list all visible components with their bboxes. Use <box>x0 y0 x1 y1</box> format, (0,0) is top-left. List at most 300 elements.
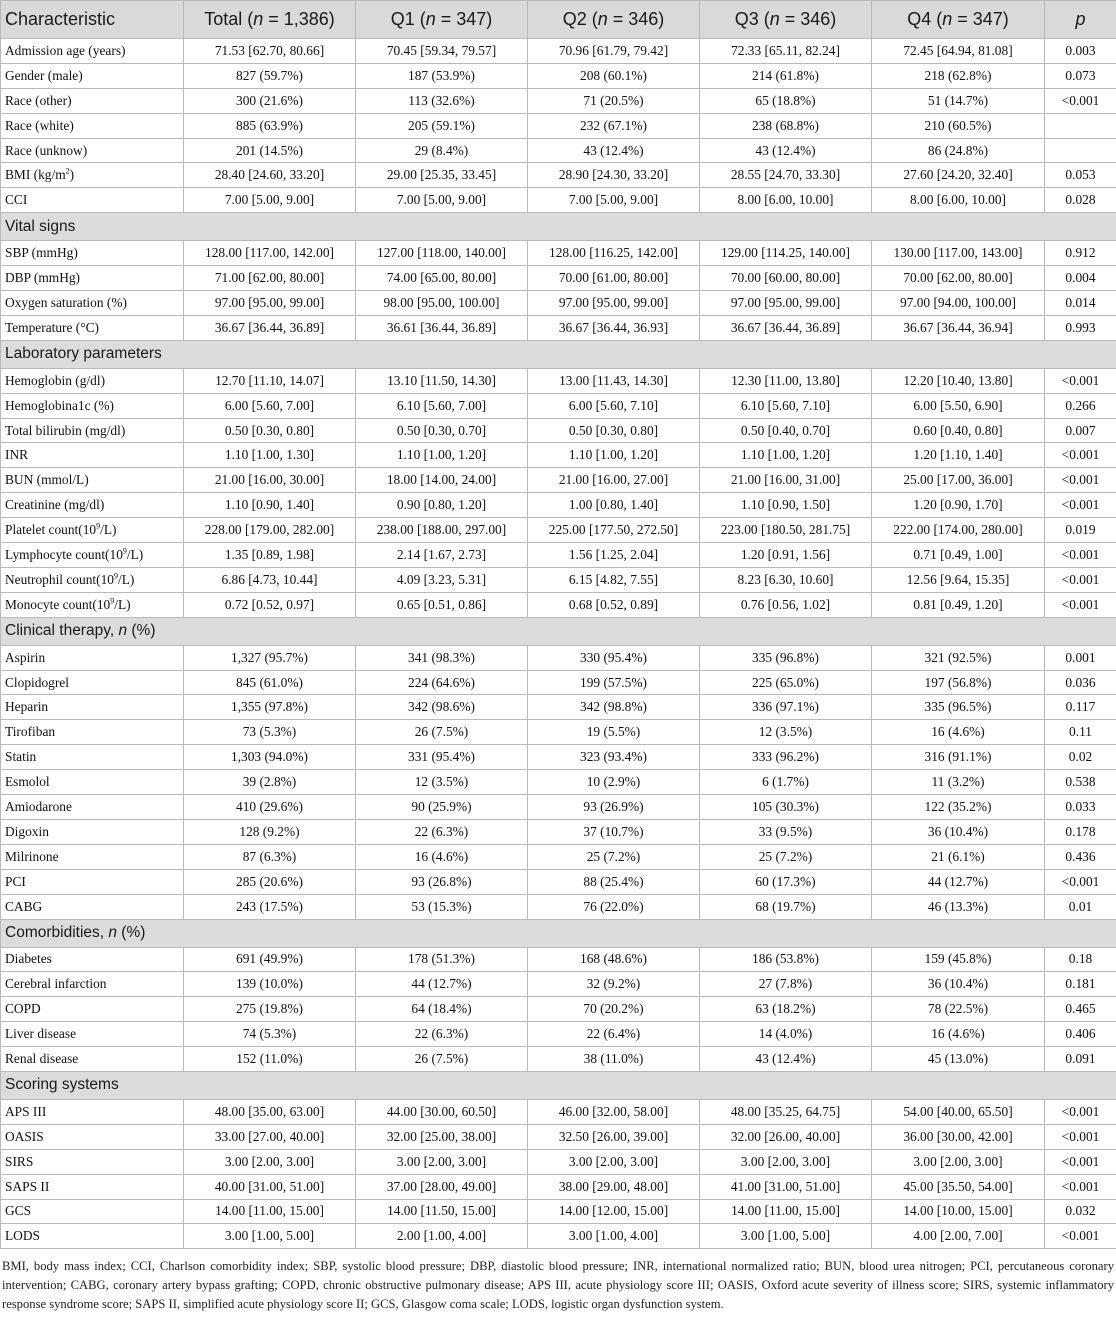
q3-value: 48.00 [35.25, 64.75] <box>700 1099 872 1124</box>
p-value: 0.18 <box>1045 947 1116 972</box>
q4-value: 130.00 [117.00, 143.00] <box>872 241 1045 266</box>
q3-value: 33 (9.5%) <box>700 819 872 844</box>
q3-value: 32.00 [26.00, 40.00] <box>700 1124 872 1149</box>
table-row <box>1 795 1116 820</box>
p-value: <0.001 <box>1045 1099 1116 1124</box>
q1-value: 53 (15.3%) <box>356 894 528 919</box>
section-title: Clinical therapy, n (%) <box>1 617 1116 645</box>
q2-value: 38 (11.0%) <box>528 1047 700 1072</box>
header-q2: Q2 (n = 346) <box>528 1 700 39</box>
row-label: Race (other) <box>1 88 184 113</box>
total-value: 410 (29.6%) <box>184 795 356 820</box>
q1-value: 22 (6.3%) <box>356 819 528 844</box>
table-row <box>1 39 1116 64</box>
q3-value: 225 (65.0%) <box>700 670 872 695</box>
q3-value: 8.00 [6.00, 10.00] <box>700 188 872 213</box>
table-row <box>1 266 1116 291</box>
row-label: Aspirin <box>1 645 184 670</box>
table-row <box>1 418 1116 443</box>
total-value: 845 (61.0%) <box>184 670 356 695</box>
row-label: Heparin <box>1 695 184 720</box>
total-value: 691 (49.9%) <box>184 947 356 972</box>
q4-value: 0.60 [0.40, 0.80] <box>872 418 1045 443</box>
row-label: APS III <box>1 1099 184 1124</box>
section-header-row <box>1 617 1116 645</box>
table-row <box>1 695 1116 720</box>
table-row <box>1 1174 1116 1199</box>
q1-value: 127.00 [118.00, 140.00] <box>356 241 528 266</box>
p-value: <0.001 <box>1045 88 1116 113</box>
row-label: Platelet $count(10^9/L)$ <box>1 518 184 543</box>
table-row <box>1 1022 1116 1047</box>
q4-value: 321 (92.5%) <box>872 645 1045 670</box>
p-value: 0.001 <box>1045 645 1116 670</box>
q2-value: 28.90 [24.30, 33.20] <box>528 163 700 188</box>
p-value <box>1045 138 1116 163</box>
q4-value: 335 (96.5%) <box>872 695 1045 720</box>
p-value: 0.178 <box>1045 819 1116 844</box>
p-value: 0.028 <box>1045 188 1116 213</box>
total-value: 1,327 (95.7%) <box>184 645 356 670</box>
table-row <box>1 241 1116 266</box>
total-value: 48.00 [35.00, 63.00] <box>184 1099 356 1124</box>
table-row <box>1 1224 1116 1249</box>
q4-value: 45.00 [35.50, 54.00] <box>872 1174 1045 1199</box>
q3-value: 36.67 [36.44, 36.89] <box>700 315 872 340</box>
q3-value: 14 (4.0%) <box>700 1022 872 1047</box>
q1-value: 26 (7.5%) <box>356 1047 528 1072</box>
total-value: 243 (17.5%) <box>184 894 356 919</box>
header-q1: Q1 (n = 347) <box>356 1 528 39</box>
p-value: 0.073 <box>1045 63 1116 88</box>
row-label: INR <box>1 443 184 468</box>
row-label: Liver disease <box>1 1022 184 1047</box>
q3-value: 28.55 [24.70, 33.30] <box>700 163 872 188</box>
row-label: Neutrophil $count(10^9/L)$ <box>1 567 184 592</box>
q1-value: 14.00 [11.50, 15.00] <box>356 1199 528 1224</box>
q1-value: 70.45 [59.34, 79.57] <box>356 39 528 64</box>
q1-value: 6.10 [5.60, 7.00] <box>356 393 528 418</box>
q1-value: 44 (12.7%) <box>356 972 528 997</box>
table-row <box>1 443 1116 468</box>
row-label: Renal disease <box>1 1047 184 1072</box>
q1-value: 64 (18.4%) <box>356 997 528 1022</box>
q3-value: 3.00 [2.00, 3.00] <box>700 1149 872 1174</box>
p-value: 0.02 <box>1045 745 1116 770</box>
total-value: 827 (59.7%) <box>184 63 356 88</box>
row-label: Amiodarone <box>1 795 184 820</box>
row-label: Hemoglobina1c (%) <box>1 393 184 418</box>
q4-value: 12.56 [9.64, 15.35] <box>872 567 1045 592</box>
table-row <box>1 468 1116 493</box>
table-row <box>1 844 1116 869</box>
p-value: <0.001 <box>1045 443 1116 468</box>
q1-value: 178 (51.3%) <box>356 947 528 972</box>
q4-value: 8.00 [6.00, 10.00] <box>872 188 1045 213</box>
table-header <box>1 1 1116 39</box>
p-value: 0.01 <box>1045 894 1116 919</box>
q4-value: 316 (91.1%) <box>872 745 1045 770</box>
header-q3: Q3 (n = 346) <box>700 1 872 39</box>
total-value: 97.00 [95.00, 99.00] <box>184 291 356 316</box>
table-row <box>1 1149 1116 1174</box>
row-label: Lymphocyte $count(10^9/L)$ <box>1 543 184 568</box>
q2-value: 37 (10.7%) <box>528 819 700 844</box>
section-title: Laboratory parameters <box>1 340 1116 368</box>
total-value: 33.00 [27.00, 40.00] <box>184 1124 356 1149</box>
total-value: 14.00 [11.00, 15.00] <box>184 1199 356 1224</box>
q2-value: 14.00 [12.00, 15.00] <box>528 1199 700 1224</box>
q4-value: 21 (6.1%) <box>872 844 1045 869</box>
q4-value: 54.00 [40.00, 65.50] <box>872 1099 1045 1124</box>
q2-value: 46.00 [32.00, 58.00] <box>528 1099 700 1124</box>
p-value: 0.053 <box>1045 163 1116 188</box>
row-label: Creatinine (mg/dl) <box>1 493 184 518</box>
q1-value: 37.00 [28.00, 49.00] <box>356 1174 528 1199</box>
total-value: 73 (5.3%) <box>184 720 356 745</box>
table-row <box>1 368 1116 393</box>
q4-value: 27.60 [24.20, 32.40] <box>872 163 1045 188</box>
q4-value: 72.45 [64.94, 81.08] <box>872 39 1045 64</box>
q4-value: 97.00 [94.00, 100.00] <box>872 291 1045 316</box>
row-label: Digoxin <box>1 819 184 844</box>
q3-value: 27 (7.8%) <box>700 972 872 997</box>
q3-value: 72.33 [65.11, 82.24] <box>700 39 872 64</box>
total-value: 275 (19.8%) <box>184 997 356 1022</box>
p-value: 0.014 <box>1045 291 1116 316</box>
q1-value: 32.00 [25.00, 38.00] <box>356 1124 528 1149</box>
q2-value: 19 (5.5%) <box>528 720 700 745</box>
section-header-row <box>1 919 1116 947</box>
q3-value: 21.00 [16.00, 31.00] <box>700 468 872 493</box>
q4-value: 44 (12.7%) <box>872 869 1045 894</box>
q2-value: 70.00 [61.00, 80.00] <box>528 266 700 291</box>
table-row <box>1 670 1116 695</box>
q2-value: 93 (26.9%) <box>528 795 700 820</box>
q2-value: 88 (25.4%) <box>528 869 700 894</box>
q2-value: 0.68 [0.52, 0.89] <box>528 592 700 617</box>
table-row <box>1 188 1116 213</box>
total-value: 885 (63.9%) <box>184 113 356 138</box>
total-value: 87 (6.3%) <box>184 844 356 869</box>
table-row <box>1 567 1116 592</box>
q3-value: 6 (1.7%) <box>700 770 872 795</box>
q1-value: 4.09 [3.23, 5.31] <box>356 567 528 592</box>
q1-value: 342 (98.6%) <box>356 695 528 720</box>
q1-value: 90 (25.9%) <box>356 795 528 820</box>
section-title: Vital signs <box>1 213 1116 241</box>
q3-value: 105 (30.3%) <box>700 795 872 820</box>
q1-value: 2.14 [1.67, 2.73] <box>356 543 528 568</box>
p-value: <0.001 <box>1045 592 1116 617</box>
q4-value: 46 (13.3%) <box>872 894 1045 919</box>
q2-value: 225.00 [177.50, 272.50] <box>528 518 700 543</box>
q3-value: 12 (3.5%) <box>700 720 872 745</box>
p-value: <0.001 <box>1045 1124 1116 1149</box>
q1-value: 93 (26.8%) <box>356 869 528 894</box>
q2-value: 21.00 [16.00, 27.00] <box>528 468 700 493</box>
row-label: CABG <box>1 894 184 919</box>
total-value: 0.50 [0.30, 0.80] <box>184 418 356 443</box>
table-row <box>1 894 1116 919</box>
header-q4: Q4 (n = 347) <box>872 1 1045 39</box>
p-value <box>1045 113 1116 138</box>
table-row <box>1 720 1116 745</box>
total-value: 71.00 [62.00, 80.00] <box>184 266 356 291</box>
q2-value: 32 (9.2%) <box>528 972 700 997</box>
q2-value: 76 (22.0%) <box>528 894 700 919</box>
row-label: BMI $(kg/m^2)$ <box>1 163 184 188</box>
section-title: Scoring systems <box>1 1071 1116 1099</box>
q3-value: 65 (18.8%) <box>700 88 872 113</box>
q4-value: 36.00 [30.00, 42.00] <box>872 1124 1045 1149</box>
total-value: 1.10 [0.90, 1.40] <box>184 493 356 518</box>
row-label: Hemoglobin (g/dl) <box>1 368 184 393</box>
q4-value: 1.20 [0.90, 1.70] <box>872 493 1045 518</box>
row-label: Temperature (°C) <box>1 315 184 340</box>
row-label: BUN (mmol/L) <box>1 468 184 493</box>
q3-value: 14.00 [11.00, 15.00] <box>700 1199 872 1224</box>
q2-value: 330 (95.4%) <box>528 645 700 670</box>
p-value: <0.001 <box>1045 1174 1116 1199</box>
q3-value: 336 (97.1%) <box>700 695 872 720</box>
header-row <box>1 1 1116 39</box>
q2-value: 22 (6.4%) <box>528 1022 700 1047</box>
total-value: 6.00 [5.60, 7.00] <box>184 393 356 418</box>
q2-value: 128.00 [116.25, 142.00] <box>528 241 700 266</box>
table-row <box>1 88 1116 113</box>
q4-value: 36.67 [36.44, 36.94] <box>872 315 1045 340</box>
q2-value: 199 (57.5%) <box>528 670 700 695</box>
q1-value: 26 (7.5%) <box>356 720 528 745</box>
q1-value: 44.00 [30.00, 60.50] <box>356 1099 528 1124</box>
p-value: 0.007 <box>1045 418 1116 443</box>
row-label: Gender (male) <box>1 63 184 88</box>
table-row <box>1 493 1116 518</box>
p-value: 0.465 <box>1045 997 1116 1022</box>
q2-value: 1.00 [0.80, 1.40] <box>528 493 700 518</box>
q4-value: 0.81 [0.49, 1.20] <box>872 592 1045 617</box>
q3-value: 3.00 [1.00, 5.00] <box>700 1224 872 1249</box>
p-value: 0.036 <box>1045 670 1116 695</box>
total-value: 300 (21.6%) <box>184 88 356 113</box>
row-label: LODS <box>1 1224 184 1249</box>
p-value: <0.001 <box>1045 1224 1116 1249</box>
q1-value: 0.65 [0.51, 0.86] <box>356 592 528 617</box>
total-value: 21.00 [16.00, 30.00] <box>184 468 356 493</box>
table-row <box>1 1124 1116 1149</box>
q4-value: 159 (45.8%) <box>872 947 1045 972</box>
row-label: PCI <box>1 869 184 894</box>
q2-value: 6.15 [4.82, 7.55] <box>528 567 700 592</box>
q4-value: 197 (56.8%) <box>872 670 1045 695</box>
q3-value: 25 (7.2%) <box>700 844 872 869</box>
p-value: 0.004 <box>1045 266 1116 291</box>
p-value: <0.001 <box>1045 368 1116 393</box>
table-row <box>1 592 1116 617</box>
total-value: 7.00 [5.00, 9.00] <box>184 188 356 213</box>
row-label: Tirofiban <box>1 720 184 745</box>
q4-value: 45 (13.0%) <box>872 1047 1045 1072</box>
p-value: 0.003 <box>1045 39 1116 64</box>
q2-value: 342 (98.8%) <box>528 695 700 720</box>
q4-value: 11 (3.2%) <box>872 770 1045 795</box>
q3-value: 335 (96.8%) <box>700 645 872 670</box>
p-value: 0.993 <box>1045 315 1116 340</box>
q2-value: 1.10 [1.00, 1.20] <box>528 443 700 468</box>
table-row <box>1 1047 1116 1072</box>
q2-value: 25 (7.2%) <box>528 844 700 869</box>
row-label: Clopidogrel <box>1 670 184 695</box>
p-value: 0.538 <box>1045 770 1116 795</box>
q3-value: 68 (19.7%) <box>700 894 872 919</box>
table-row <box>1 291 1116 316</box>
total-value: 285 (20.6%) <box>184 869 356 894</box>
q3-value: 43 (12.4%) <box>700 1047 872 1072</box>
q2-value: 70 (20.2%) <box>528 997 700 1022</box>
q2-value: 71 (20.5%) <box>528 88 700 113</box>
total-value: 1,355 (97.8%) <box>184 695 356 720</box>
q2-value: 7.00 [5.00, 9.00] <box>528 188 700 213</box>
total-value: 39 (2.8%) <box>184 770 356 795</box>
total-value: 128.00 [117.00, 142.00] <box>184 241 356 266</box>
q4-value: 16 (4.6%) <box>872 720 1045 745</box>
q4-value: 122 (35.2%) <box>872 795 1045 820</box>
total-value: 152 (11.0%) <box>184 1047 356 1072</box>
total-value: 12.70 [11.10, 14.07] <box>184 368 356 393</box>
row-label: Oxygen saturation (%) <box>1 291 184 316</box>
p-value: <0.001 <box>1045 468 1116 493</box>
section-title: Comorbidities, n (%) <box>1 919 1116 947</box>
row-label: Cerebral infarction <box>1 972 184 997</box>
row-label: SIRS <box>1 1149 184 1174</box>
q2-value: 70.96 [61.79, 79.42] <box>528 39 700 64</box>
q4-value: 4.00 [2.00, 7.00] <box>872 1224 1045 1249</box>
q4-value: 16 (4.6%) <box>872 1022 1045 1047</box>
p-value: 0.181 <box>1045 972 1116 997</box>
row-label: GCS <box>1 1199 184 1224</box>
q3-value: 1.10 [0.90, 1.50] <box>700 493 872 518</box>
table-row <box>1 1099 1116 1124</box>
q1-value: 36.61 [36.44, 36.89] <box>356 315 528 340</box>
q3-value: 223.00 [180.50, 281.75] <box>700 518 872 543</box>
q2-value: 38.00 [29.00, 48.00] <box>528 1174 700 1199</box>
q1-value: 16 (4.6%) <box>356 844 528 869</box>
section-header-row <box>1 1071 1116 1099</box>
q4-value: 36 (10.4%) <box>872 819 1045 844</box>
q3-value: 186 (53.8%) <box>700 947 872 972</box>
q3-value: 214 (61.8%) <box>700 63 872 88</box>
q2-value: 168 (48.6%) <box>528 947 700 972</box>
q1-value: 98.00 [95.00, 100.00] <box>356 291 528 316</box>
table-row <box>1 972 1116 997</box>
section-header-row <box>1 340 1116 368</box>
p-value: 0.266 <box>1045 393 1116 418</box>
p-value: 0.11 <box>1045 720 1116 745</box>
q1-value: 18.00 [14.00, 24.00] <box>356 468 528 493</box>
total-value: 74 (5.3%) <box>184 1022 356 1047</box>
q1-value: 22 (6.3%) <box>356 1022 528 1047</box>
row-label: Statin <box>1 745 184 770</box>
q3-value: 0.50 [0.40, 0.70] <box>700 418 872 443</box>
row-label: Esmolol <box>1 770 184 795</box>
q3-value: 43 (12.4%) <box>700 138 872 163</box>
q4-value: 218 (62.8%) <box>872 63 1045 88</box>
total-value: 71.53 [62.70, 80.66] <box>184 39 356 64</box>
q3-value: 63 (18.2%) <box>700 997 872 1022</box>
q1-value: 74.00 [65.00, 80.00] <box>356 266 528 291</box>
q2-value: 6.00 [5.60, 7.10] <box>528 393 700 418</box>
p-value: <0.001 <box>1045 493 1116 518</box>
table-footnote: BMI, body mass index; CCI, Charlson comorbidity index; SBP, systolic blood pressure; DBP, diastolic blood pressure; INR, international normalized ratio; BUN, blood urea nitrogen; PCI, percutaneous coronary intervention; CABG, coronary artery bypass grafting; COPD, chronic obstructive pulmonary disease; APS III, acute physiology score III; OASIS, Oxford acute severity of illness score; SIRS, systemic inflammatory response syndrome score; SAPS II, simplified acute physiology score II; GCS, Glasgow coma scale; LODS, logistic organ dysfunction system. <box>2 1259 1114 1312</box>
p-value: 0.406 <box>1045 1022 1116 1047</box>
table-body <box>1 39 1116 1249</box>
q2-value: 0.50 [0.30, 0.80] <box>528 418 700 443</box>
row-label: Total bilirubin (mg/dl) <box>1 418 184 443</box>
q3-value: 12.30 [11.00, 13.80] <box>700 368 872 393</box>
q3-value: 60 (17.3%) <box>700 869 872 894</box>
q2-value: 208 (60.1%) <box>528 63 700 88</box>
table-row <box>1 645 1116 670</box>
q1-value: 29 (8.4%) <box>356 138 528 163</box>
total-value: 6.86 [4.73, 10.44] <box>184 567 356 592</box>
table-row <box>1 518 1116 543</box>
q1-value: 113 (32.6%) <box>356 88 528 113</box>
q4-value: 25.00 [17.00, 36.00] <box>872 468 1045 493</box>
q2-value: 32.50 [26.00, 39.00] <box>528 1124 700 1149</box>
total-value: 139 (10.0%) <box>184 972 356 997</box>
q4-value: 12.20 [10.40, 13.80] <box>872 368 1045 393</box>
table-row <box>1 819 1116 844</box>
row-label: DBP (mmHg) <box>1 266 184 291</box>
header-characteristic: Characteristic <box>1 1 184 39</box>
q3-value: 41.00 [31.00, 51.00] <box>700 1174 872 1199</box>
q1-value: 2.00 [1.00, 4.00] <box>356 1224 528 1249</box>
total-value: 1,303 (94.0%) <box>184 745 356 770</box>
row-label: Milrinone <box>1 844 184 869</box>
total-value: 0.72 [0.52, 0.97] <box>184 592 356 617</box>
q2-value: 97.00 [95.00, 99.00] <box>528 291 700 316</box>
q4-value: 210 (60.5%) <box>872 113 1045 138</box>
q1-value: 224 (64.6%) <box>356 670 528 695</box>
q2-value: 10 (2.9%) <box>528 770 700 795</box>
total-value: 128 (9.2%) <box>184 819 356 844</box>
q1-value: 187 (53.9%) <box>356 63 528 88</box>
table-row <box>1 770 1116 795</box>
table-row <box>1 745 1116 770</box>
total-value: 1.10 [1.00, 1.30] <box>184 443 356 468</box>
table-row <box>1 997 1116 1022</box>
q1-value: 13.10 [11.50, 14.30] <box>356 368 528 393</box>
p-value: 0.032 <box>1045 1199 1116 1224</box>
table-row <box>1 393 1116 418</box>
row-label: Admission age (years) <box>1 39 184 64</box>
q2-value: 3.00 [2.00, 3.00] <box>528 1149 700 1174</box>
q3-value: 238 (68.8%) <box>700 113 872 138</box>
table-row <box>1 315 1116 340</box>
p-value: 0.117 <box>1045 695 1116 720</box>
q1-value: 7.00 [5.00, 9.00] <box>356 188 528 213</box>
q2-value: 3.00 [1.00, 4.00] <box>528 1224 700 1249</box>
total-value: 3.00 [2.00, 3.00] <box>184 1149 356 1174</box>
table-row <box>1 113 1116 138</box>
row-label: COPD <box>1 997 184 1022</box>
q4-value: 222.00 [174.00, 280.00] <box>872 518 1045 543</box>
q3-value: 0.76 [0.56, 1.02] <box>700 592 872 617</box>
q3-value: 6.10 [5.60, 7.10] <box>700 393 872 418</box>
q1-value: 0.50 [0.30, 0.70] <box>356 418 528 443</box>
row-label: OASIS <box>1 1124 184 1149</box>
